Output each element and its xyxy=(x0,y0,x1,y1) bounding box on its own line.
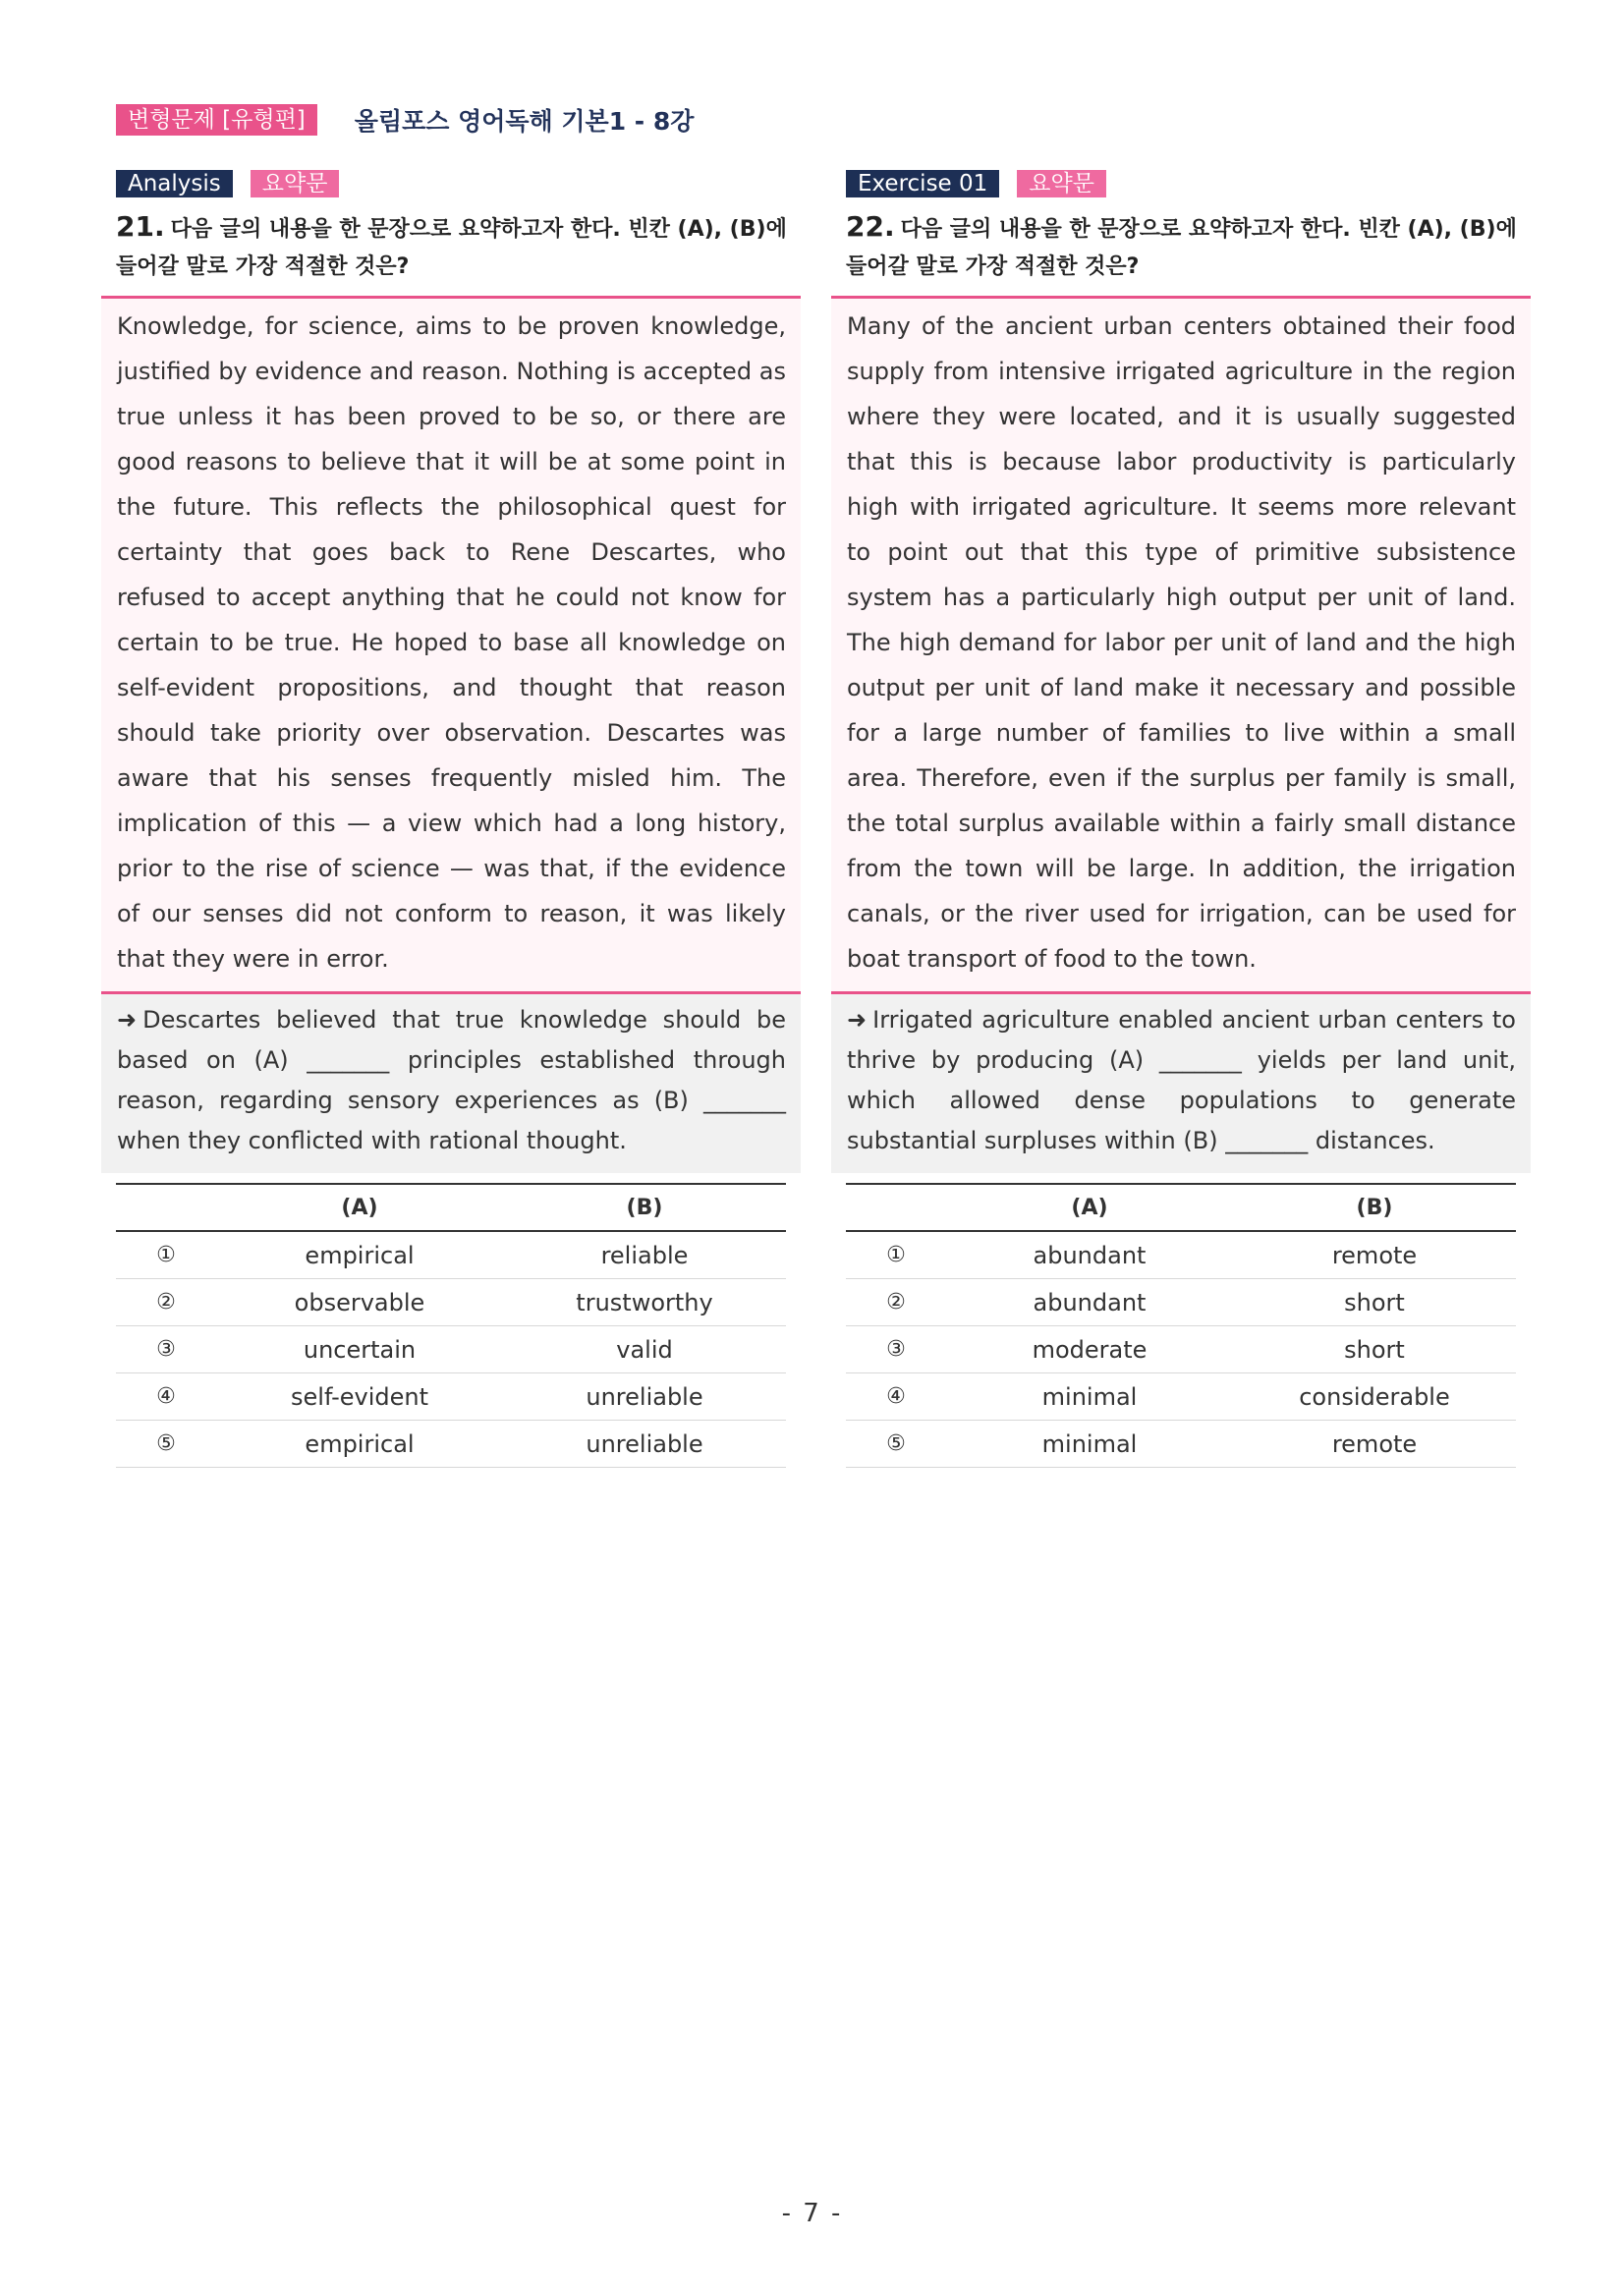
reading-passage: Knowledge, for science, aims to be proven knowledge, justified by evidence and reason. Nothing is accepted as true unless it has been proved to be so, or there are good reasons to believe that it will be at some point in the future. This reflects the philosophical quest for certainty that goes back to Rene Descartes, who refused to accept anything that he could not know for certain to be true. He hoped to base all knowledge on self-evident propositions, and thought that reason should take priority over observation. Descartes was aware that his senses frequently misled him. The implication of this — a view which had a long history, prior to the rise of science — was that, if the evidence of our senses did not conform to reason, it was likely that they were in error. xyxy=(101,296,801,994)
answer-choice-4[interactable] xyxy=(116,1373,786,1421)
page-number: - 7 - xyxy=(781,2199,843,2228)
choice-b: unreliable xyxy=(503,1421,786,1468)
choice-a: abundant xyxy=(946,1231,1233,1279)
choice-b: remote xyxy=(1233,1231,1516,1279)
choice-b: unreliable xyxy=(503,1373,786,1421)
summary-sentence xyxy=(101,994,801,1173)
column-header-a: (A) xyxy=(946,1184,1233,1231)
choice-b: reliable xyxy=(503,1231,786,1279)
page-title: 올림포스 영어독해 기본1 - 8강 xyxy=(354,107,695,136)
section-tag: 변형문제 [유형편] xyxy=(116,104,317,136)
choice-a: abundant xyxy=(946,1279,1233,1326)
choice-number: ② xyxy=(116,1279,216,1326)
answer-choices-table xyxy=(846,1183,1516,1468)
choice-number: ③ xyxy=(116,1326,216,1373)
summary-sentence xyxy=(831,994,1531,1173)
answer-choice-1[interactable] xyxy=(846,1231,1516,1279)
reading-passage: Many of the ancient urban centers obtained their food supply from intensive irrigated agriculture in the region where they were located, and it is usually suggested that this is because labor productivity is particularly high with irrigated agriculture. It seems more relevant to point out that this type of primitive subsistence system has a particularly high output per unit of land. The high demand for labor per unit of land and the high output per unit of land make it necessary and possible for a large number of families to live within a small area. Therefore, even if the surplus per family is small, the total surplus available within a fairly small distance from the town will be large. In addition, the irrigation canals, or the river used for irrigation, can be used for boat transport of food to the town. xyxy=(831,296,1531,994)
choice-number: ④ xyxy=(116,1373,216,1421)
choice-a: minimal xyxy=(946,1421,1233,1468)
answer-choice-3[interactable] xyxy=(116,1326,786,1373)
choice-a: uncertain xyxy=(216,1326,503,1373)
page-header xyxy=(116,103,694,137)
choice-a: observable xyxy=(216,1279,503,1326)
question-labels xyxy=(116,169,801,198)
choice-number: ③ xyxy=(846,1326,946,1373)
arrow-icon: ➜ xyxy=(847,1006,868,1034)
choice-a: empirical xyxy=(216,1231,503,1279)
choice-number: ① xyxy=(116,1231,216,1279)
question-21-column xyxy=(101,169,801,1468)
summary-type-label: 요약문 xyxy=(251,170,340,197)
choice-a: self-evident xyxy=(216,1373,503,1421)
choice-number: ④ xyxy=(846,1373,946,1421)
answer-choice-3[interactable] xyxy=(846,1326,1516,1373)
choice-b: considerable xyxy=(1233,1373,1516,1421)
choices-header-row xyxy=(116,1184,786,1231)
answer-choice-5[interactable] xyxy=(846,1421,1516,1468)
column-header-b: (B) xyxy=(503,1184,786,1231)
choice-a: moderate xyxy=(946,1326,1233,1373)
choice-b: remote xyxy=(1233,1421,1516,1468)
answer-choices-table xyxy=(116,1183,786,1468)
summary-text: Irrigated agriculture enabled ancient urban centers to thrive by producing (A) _______ yields per land unit, which allowed dense populations to generate substantial surpluses within (B) _______ distances. xyxy=(847,1006,1516,1154)
exercise-label: Exercise 01 xyxy=(846,170,999,197)
choice-b: valid xyxy=(503,1326,786,1373)
choice-b: short xyxy=(1233,1279,1516,1326)
choice-b: short xyxy=(1233,1326,1516,1373)
question-text: 다음 글의 내용을 한 문장으로 요약하고자 한다. 빈칸 (A), (B)에 들어갈 말로 가장 적절한 것은? xyxy=(846,217,1517,279)
answer-choice-2[interactable] xyxy=(846,1279,1516,1326)
column-header-b: (B) xyxy=(1233,1184,1516,1231)
choice-number: ② xyxy=(846,1279,946,1326)
choice-a: minimal xyxy=(946,1373,1233,1421)
question-title xyxy=(846,208,1524,286)
choice-a: empirical xyxy=(216,1421,503,1468)
answer-choice-4[interactable] xyxy=(846,1373,1516,1421)
choices-header-row xyxy=(846,1184,1516,1231)
summary-type-label: 요약문 xyxy=(1017,170,1106,197)
arrow-icon: ➜ xyxy=(117,1006,138,1034)
column-header-a: (A) xyxy=(216,1184,503,1231)
question-text: 다음 글의 내용을 한 문장으로 요약하고자 한다. 빈칸 (A), (B)에 들어갈 말로 가장 적절한 것은? xyxy=(116,217,787,279)
choice-number: ⑤ xyxy=(846,1421,946,1468)
choice-b: trustworthy xyxy=(503,1279,786,1326)
answer-choice-2[interactable] xyxy=(116,1279,786,1326)
question-number: 22. xyxy=(846,210,895,243)
answer-choice-5[interactable] xyxy=(116,1421,786,1468)
question-number: 21. xyxy=(116,210,165,243)
question-labels xyxy=(846,169,1531,198)
choice-number: ① xyxy=(846,1231,946,1279)
analysis-label: Analysis xyxy=(116,170,233,197)
answer-choice-1[interactable] xyxy=(116,1231,786,1279)
choice-number: ⑤ xyxy=(116,1421,216,1468)
question-title xyxy=(116,208,794,286)
summary-text: Descartes believed that true knowledge should be based on (A) _______ principles established through reason, regarding sensory experiences as (B) _______ when they conflicted with rational thought. xyxy=(117,1006,786,1154)
question-22-column xyxy=(831,169,1531,1468)
